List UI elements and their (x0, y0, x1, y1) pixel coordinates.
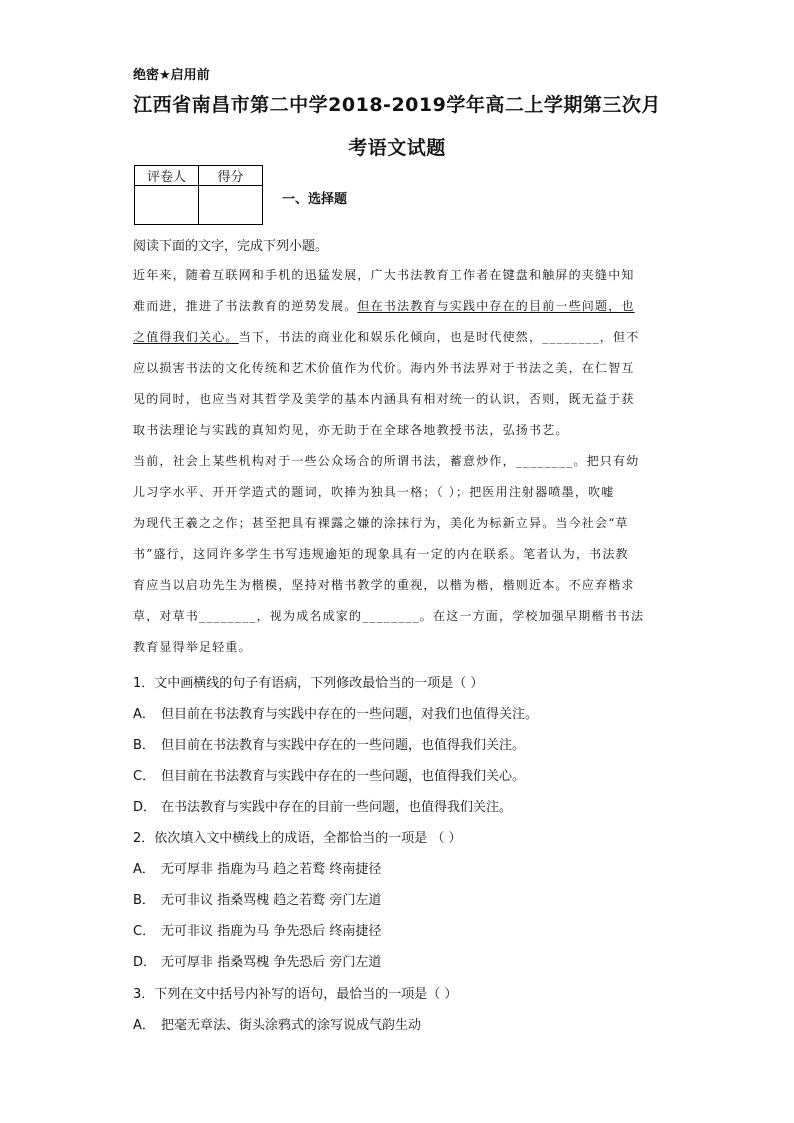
option-label: D． (133, 955, 157, 970)
option-text: 但目前在书法教育与实践中存在的一些问题，也值得我们关注。 (161, 738, 526, 753)
secret-mark: 绝密★启用前 (133, 68, 210, 83)
question-1-option-b[interactable] (133, 734, 525, 753)
section-title: 一、选择题 (282, 192, 348, 207)
passage-line (133, 297, 635, 314)
passage-line: 教育显得举足轻重。 (133, 640, 252, 654)
option-label: D． (133, 800, 157, 815)
option-text: 无可厚非 指桑骂槐 争先恐后 旁门左道 (161, 955, 382, 970)
exam-title-line-1: 江西省南昌市第二中学2018-2019学年高二上学期第三次月 (133, 94, 661, 116)
passage-line: 育应当以启功先生为楷模，坚持对楷书教学的重视，以楷为楷，楷则近本。不应弃楷求 (133, 578, 635, 592)
passage-line: 应以损害书法的文化传统和艺术价值作为代价。海内外书法界对于书法之美，在仁智互 (133, 361, 635, 375)
question-1-option-d[interactable] (133, 796, 512, 815)
option-label: C． (133, 924, 156, 939)
score-table (134, 165, 263, 225)
passage-line: 当前，社会上某些机构对于一些公众场合的所谓书法，蓄意炒作，________。把只有幼 (133, 454, 640, 468)
reading-instruction: 阅读下面的文字，完成下列小题。 (133, 239, 329, 254)
exam-title-line-2: 考语文试题 (348, 137, 446, 159)
score-table-header-grader: 评卷人 (135, 166, 199, 186)
question-1-option-c[interactable] (133, 765, 525, 784)
option-label: A． (133, 1018, 155, 1033)
score-table-cell-grader (135, 186, 199, 225)
question-1-stem: 1．文中画横线的句子有语病，下列修改最恰当的一项是（ ） (133, 676, 484, 691)
underlined-sentence: 之值得我们关心。 (133, 330, 239, 344)
option-text: 在书法教育与实践中存在的目前一些问题，也值得我们关注。 (161, 800, 513, 815)
option-text: 把毫无章法、街头涂鸦式的涂写说成气韵生动 (161, 1018, 422, 1033)
passage-line: 为现代王羲之之作；甚至把具有裸露之嫌的涂抹行为，美化为标新立异。当今社会“草 (133, 516, 629, 530)
option-text: 但目前在书法教育与实践中存在的一些问题，对我们也值得关注。 (161, 707, 539, 722)
option-text: 无可厚非 指鹿为马 趋之若鹜 终南捷径 (161, 862, 382, 877)
question-2-option-b[interactable] (133, 889, 381, 908)
option-label: A． (133, 862, 155, 877)
passage-line: 儿习字水平、开开学造式的题词，吹捧为独具一格；（ ）；把医用注射器喷墨，吹嘘 (133, 485, 615, 499)
question-2-option-d[interactable] (133, 951, 381, 970)
option-text: 无可非议 指鹿为马 争先恐后 终南捷径 (161, 924, 382, 939)
option-text: 无可非议 指桑骂槐 趋之若鹜 旁门左道 (161, 893, 382, 908)
underlined-sentence: 但在书法教育与实践中存在的目前一些问题，也 (357, 299, 635, 313)
score-table-header-score: 得分 (199, 166, 263, 186)
question-1-option-a[interactable] (133, 703, 538, 722)
passage-line: 书”盛行，这同许多学生书写违规逾矩的现象具有一定的内在联系。笔者认为，书法教 (133, 547, 629, 561)
passage-line: 草，对草书________，视为成名成家的________。在这一方面，学校加强早期楷书书法 (133, 609, 645, 623)
question-2-option-c[interactable] (133, 920, 381, 939)
option-label: A． (133, 707, 155, 722)
passage-line: 取书法理论与实践的真知灼见，亦无助于在全球各地教授书法，弘扬书艺。 (133, 423, 569, 437)
question-3-option-a[interactable] (133, 1014, 421, 1033)
score-table-cell-score (199, 186, 263, 225)
passage-text: 难而进，推进了书法教育的逆势发展。 (133, 299, 358, 313)
option-label: C． (133, 769, 156, 784)
option-label: B． (133, 738, 155, 753)
question-2-option-a[interactable] (133, 858, 381, 877)
option-label: B． (133, 893, 155, 908)
passage-line: 近年来，随着互联网和手机的迅猛发展，广大书法教育工作者在键盘和触屏的夹缝中知 (133, 268, 635, 282)
question-2-stem: 2．依次填入文中横线上的成语，全都恰当的一项是 （ ） (133, 831, 462, 846)
question-3-stem: 3．下列在文中括号内补写的语句，最恰当的一项是（ ） (133, 987, 458, 1002)
option-text: 但目前在书法教育与实践中存在的一些问题，也值得我们关心。 (161, 769, 526, 784)
passage-line: 见的同时，也应当对其哲学及美学的基本内涵具有相对统一的认识，否则，既无益于获 (133, 392, 635, 406)
passage-text: 当下，书法的商业化和娱乐化倾向，也是时代使然，________，但不 (238, 330, 640, 344)
passage-line (133, 328, 639, 345)
